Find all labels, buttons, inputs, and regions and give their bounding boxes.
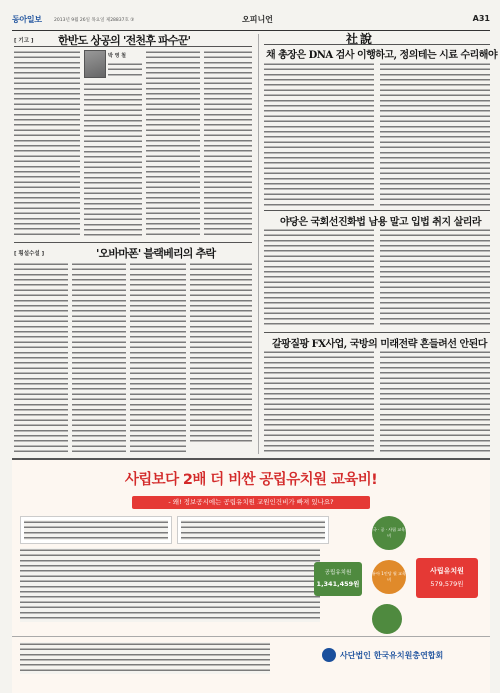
divider	[14, 46, 252, 47]
issue-date: 2013년 9월 26일 목요일 제28837호 ③	[54, 18, 135, 23]
editorial-headline-1: 채 총장은 DNA 검사 이행하고, 정의테는 시료 수리해야	[266, 50, 498, 61]
private-kindergarten-box: 사립유치원 579,579원	[416, 558, 478, 598]
column-body-col3	[130, 262, 186, 452]
ad-divider	[12, 636, 490, 637]
divider	[264, 332, 490, 333]
contribution-body-col3	[146, 50, 200, 236]
column-body-col4	[190, 262, 252, 442]
ad-footnote	[20, 642, 270, 674]
ad-subtitle: - 왜! 정보공시에는 공립유치원 교원인건비가 빠져 있나요?	[132, 496, 370, 509]
author-name: 박 영 철	[108, 53, 126, 59]
divider	[264, 44, 490, 45]
contribution-tag: [ 기고 ]	[14, 38, 34, 44]
diagram-center-circle: 유아 1인당 월 교육비	[372, 560, 406, 594]
ad-title: 사립보다 2배 더 비싼 공립유치원 교육비!	[124, 472, 378, 488]
contribution-headline: 한반도 상공의 '전천후 파수꾼'	[58, 34, 191, 47]
editorial-3-body-a	[264, 350, 374, 452]
divider	[264, 210, 490, 211]
advertisement	[12, 458, 490, 693]
association-name: 사단법인 한국유치원총연합회	[340, 651, 444, 660]
editorial-tag: 社說	[346, 32, 375, 46]
column-tag: [ 횡설수설 ]	[14, 251, 45, 257]
editorial-2-body-a	[264, 228, 374, 328]
page-number: A31	[472, 14, 490, 23]
newspaper-logo: 동아일보	[12, 15, 42, 24]
diagram-bottom-circle	[372, 604, 402, 634]
editorial-headline-3: 갈팡질팡 FX사업, 국방의 미래전략 흔들려선 안된다	[272, 339, 487, 350]
page-header	[12, 12, 490, 31]
editorial-1-body-a	[264, 62, 374, 206]
diagram-top-circle: 국 · 공 · 사립 교육비	[372, 516, 406, 550]
ad-table-left	[20, 516, 172, 544]
column-body-col2	[72, 262, 126, 452]
column-body-col1	[14, 262, 68, 452]
ad-body-text	[20, 548, 320, 622]
public-kindergarten-box: 공립유치원 1,341,459원	[314, 562, 362, 596]
column-separator	[258, 34, 259, 454]
editorial-1-body-b	[380, 62, 490, 206]
column-headline: '오바마폰' 블랙베리의 추락	[96, 247, 216, 260]
contribution-body-col4	[204, 50, 252, 236]
author-credentials	[108, 62, 142, 76]
contribution-body-col1	[14, 50, 80, 236]
editorial-3-body-b	[380, 350, 490, 452]
ad-table-right	[177, 516, 329, 544]
author-photo	[84, 50, 106, 78]
editorial-headline-2: 야당은 국회선진화법 남용 말고 입법 취지 살리라	[280, 217, 482, 228]
association-logo-icon	[322, 648, 336, 662]
section-title: 오피니언	[242, 15, 273, 24]
divider	[14, 242, 252, 243]
editorial-2-body-b	[380, 228, 490, 328]
contribution-body-col2	[84, 82, 142, 236]
